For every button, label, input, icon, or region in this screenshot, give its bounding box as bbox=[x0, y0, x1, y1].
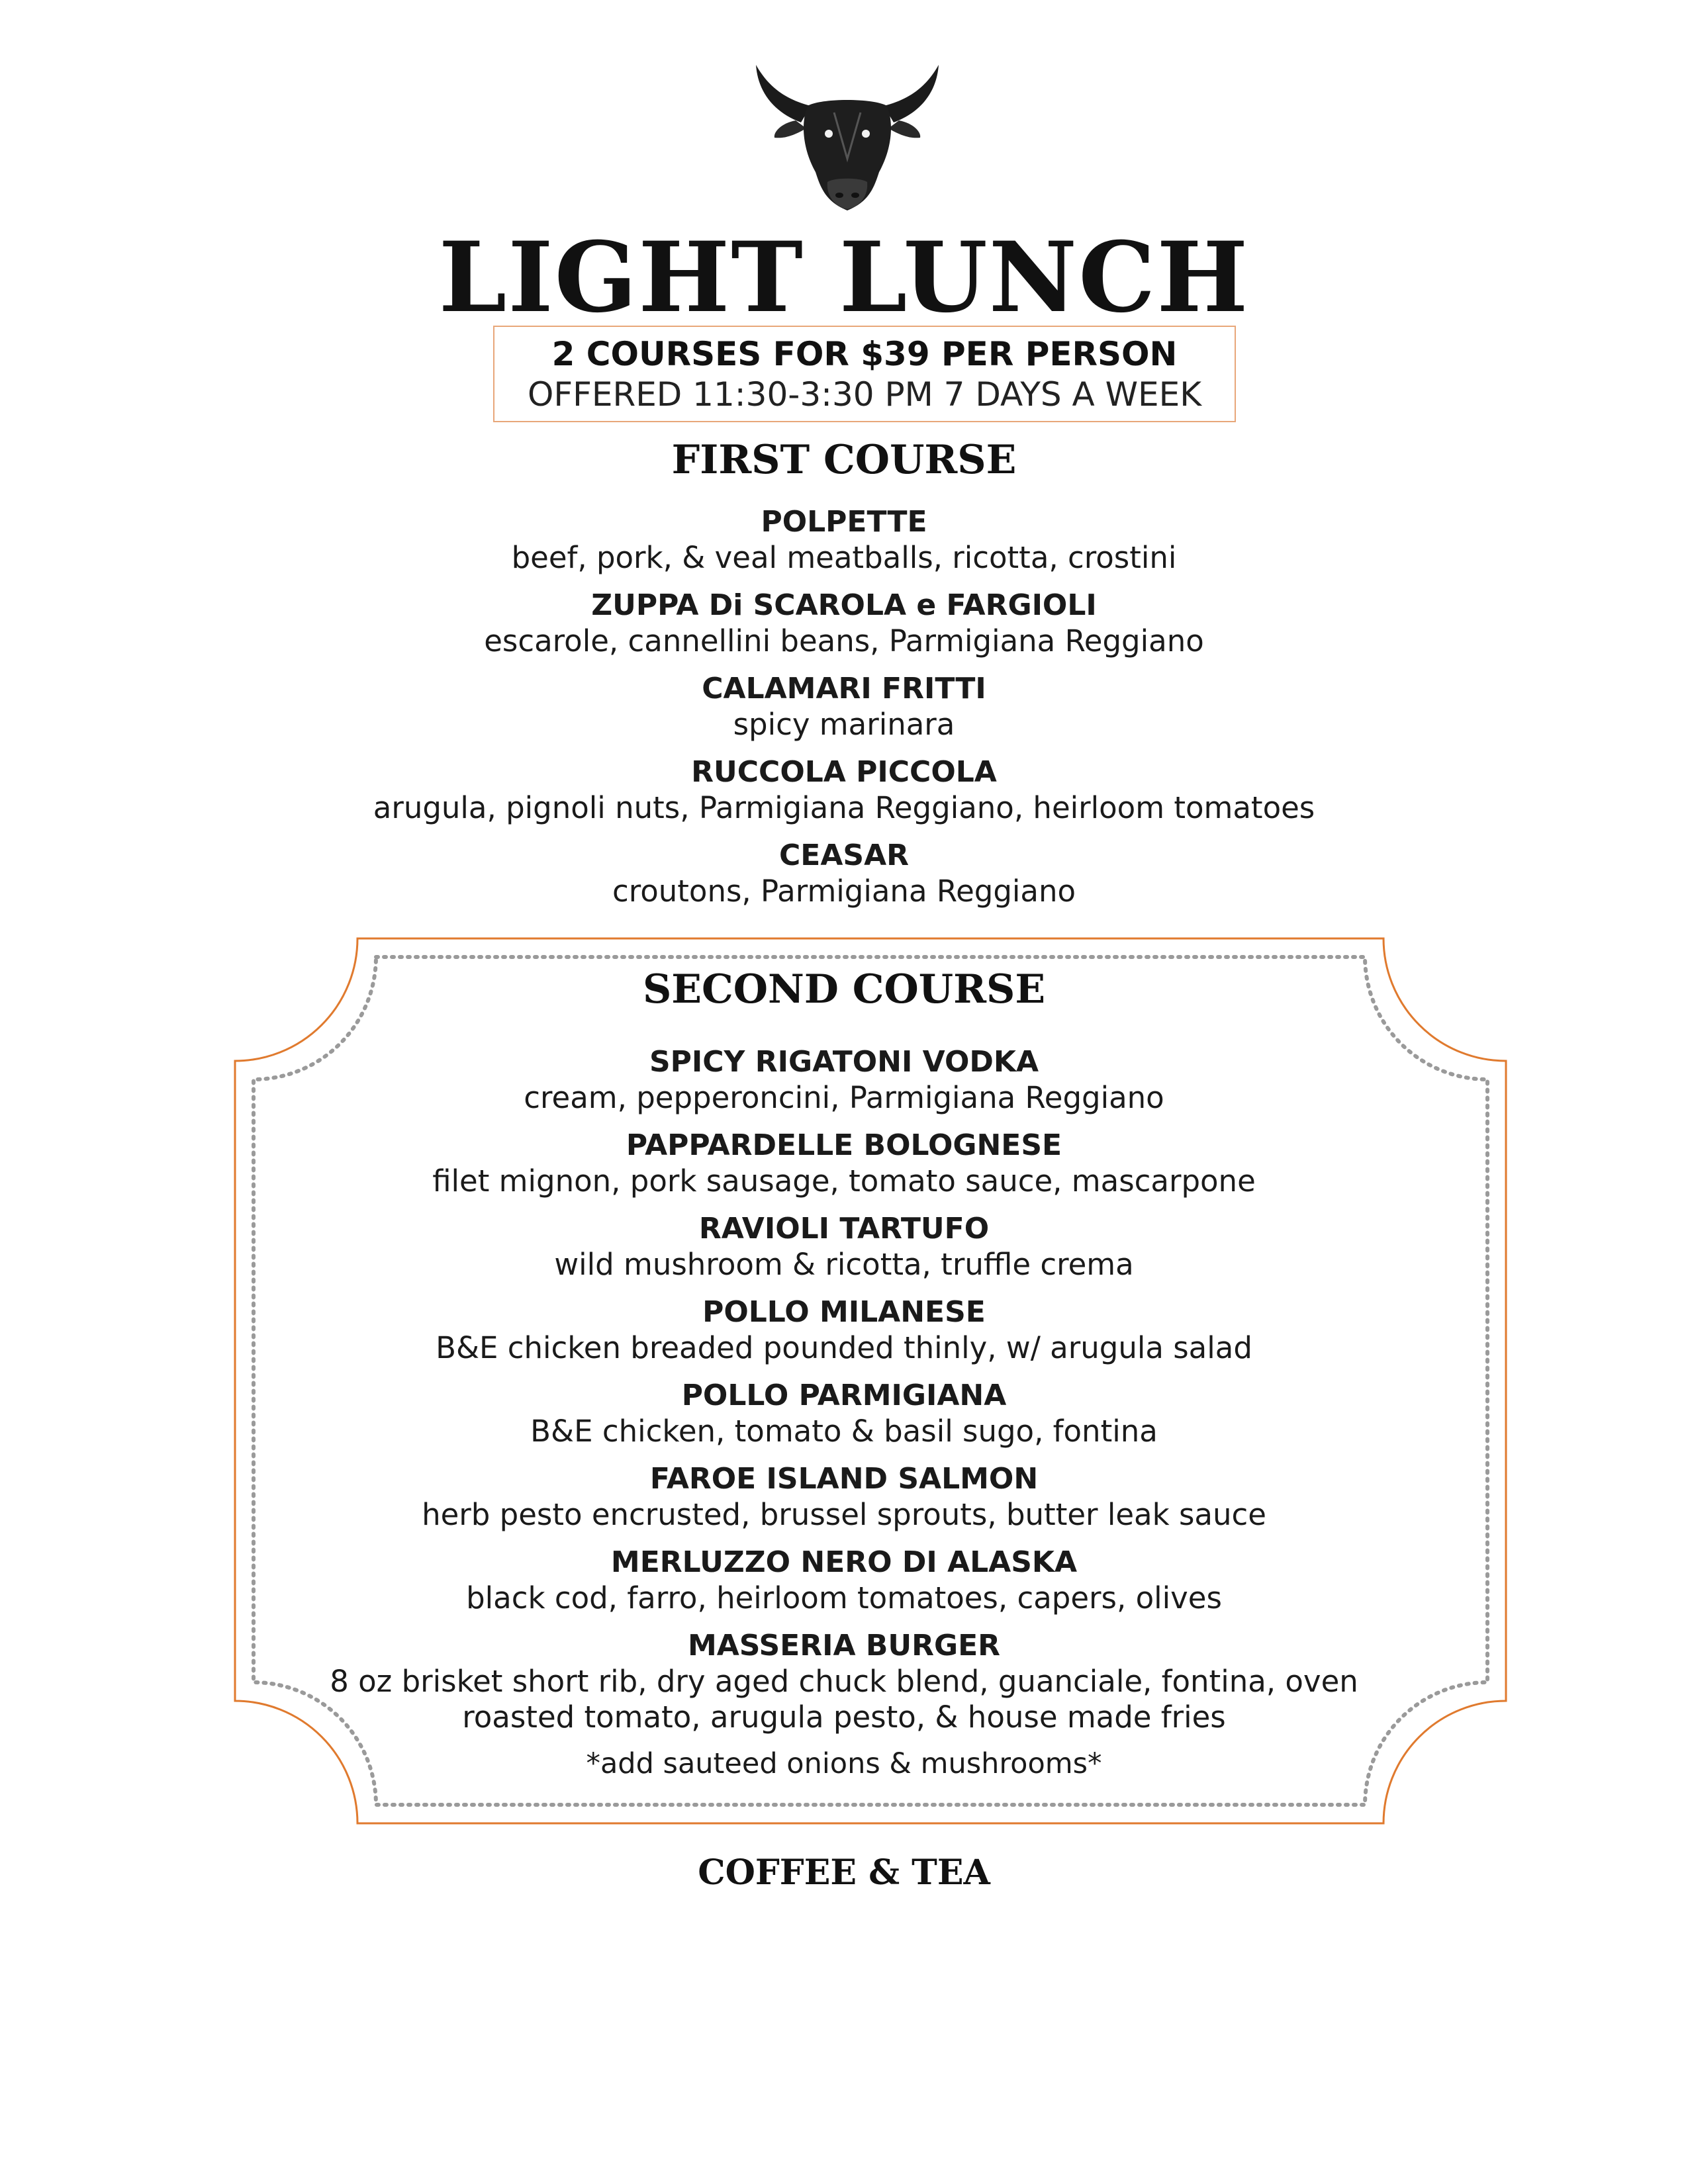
item-description: filet mignon, pork sausage, tomato sauce, mascarpone bbox=[432, 1163, 1256, 1199]
item-name: RAVIOLI TARTUFO bbox=[698, 1212, 990, 1246]
menu-item bbox=[0, 1378, 1688, 1449]
item-description: black cod, farro, heirloom tomatoes, capers, olives bbox=[466, 1580, 1222, 1615]
item-name: CALAMARI FRITTI bbox=[702, 672, 986, 705]
item-name: MASSERIA BURGER bbox=[687, 1629, 1001, 1662]
menu-title: LIGHT LUNCH bbox=[438, 221, 1250, 334]
item-description: escarole, cannellini beans, Parmigiana Reggiano bbox=[484, 623, 1204, 659]
item-description: B&E chicken breaded pounded thinly, w/ arugula salad bbox=[436, 1330, 1252, 1365]
item-description: cream, pepperoncini, Parmigiana Reggiano bbox=[524, 1080, 1164, 1115]
item-note: *add sauteed onions & mushrooms* bbox=[586, 1747, 1102, 1780]
first-course-title: FIRST COURSE bbox=[671, 437, 1017, 483]
menu-item bbox=[0, 588, 1688, 659]
menu-item bbox=[0, 1461, 1688, 1533]
item-description: herb pesto encrusted, brussel sprouts, butter leak sauce bbox=[422, 1497, 1266, 1532]
item-name: MERLUZZO NERO DI ALASKA bbox=[610, 1545, 1078, 1579]
menu-item bbox=[0, 1044, 1688, 1116]
item-name: SPICY RIGATONI VODKA bbox=[649, 1045, 1039, 1079]
item-description: croutons, Parmigiana Reggiano bbox=[612, 874, 1076, 909]
offer-price: 2 COURSES FOR $39 PER PERSON bbox=[551, 335, 1178, 373]
menu-item bbox=[0, 671, 1688, 743]
item-name: CEASAR bbox=[778, 839, 910, 872]
menu-item bbox=[0, 838, 1688, 909]
item-name: POLLO MILANESE bbox=[702, 1295, 986, 1329]
menu-item bbox=[0, 1211, 1688, 1283]
item-description: arugula, pignoli nuts, Parmigiana Reggiano, heirloom tomatoes bbox=[373, 790, 1315, 825]
item-name: POLLO PARMIGIANA bbox=[681, 1379, 1007, 1412]
item-name: FAROE ISLAND SALMON bbox=[649, 1462, 1039, 1496]
item-name: ZUPPA Di SCAROLA e FARGIOLI bbox=[591, 588, 1097, 622]
item-description: wild mushroom & ricotta, truffle crema bbox=[554, 1247, 1134, 1282]
offer-hours: OFFERED 11:30-3:30 PM 7 DAYS A WEEK bbox=[527, 375, 1202, 414]
menu-item bbox=[0, 504, 1688, 576]
item-description: beef, pork, & veal meatballs, ricotta, crostini bbox=[511, 540, 1177, 575]
menu-item bbox=[0, 1628, 1688, 1782]
menu-item bbox=[0, 1128, 1688, 1199]
item-description: roasted tomato, arugula pesto, & house made fries bbox=[462, 1700, 1226, 1735]
menu-item bbox=[0, 754, 1688, 826]
item-description: spicy marinara bbox=[733, 707, 955, 742]
item-description: 8 oz brisket short rib, dry aged chuck blend, guanciale, fontina, oven bbox=[330, 1664, 1358, 1699]
item-name: POLPETTE bbox=[761, 505, 927, 539]
offer-box bbox=[493, 326, 1236, 422]
item-description: B&E chicken, tomato & basil sugo, fontina bbox=[530, 1414, 1158, 1449]
menu-item bbox=[0, 1545, 1688, 1616]
second-course-title: SECOND COURSE bbox=[642, 966, 1046, 1013]
menu-item bbox=[0, 1295, 1688, 1366]
item-name: PAPPARDELLE BOLOGNESE bbox=[626, 1128, 1062, 1162]
coffee-tea-title: COFFEE & TEA bbox=[698, 1852, 990, 1893]
item-name: RUCCOLA PICCOLA bbox=[691, 755, 997, 789]
bull-head-icon bbox=[755, 60, 940, 218]
